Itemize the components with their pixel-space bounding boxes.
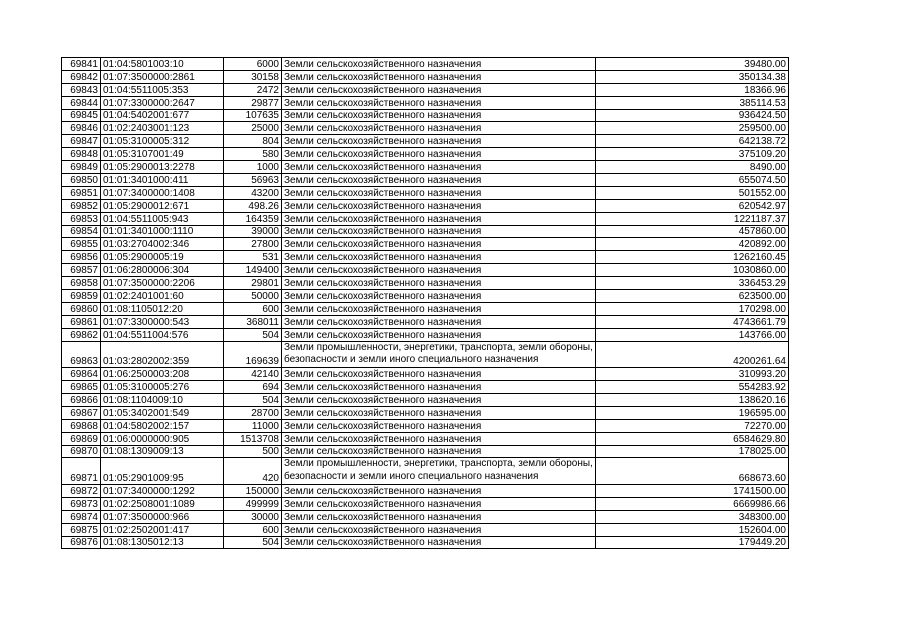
cadastral-value: 143766.00 [596,328,789,341]
land-category: Земли сельскохозяйственного назначения [282,264,596,277]
cadastral-number: 01:07:3500000:2206 [101,277,224,290]
cadastral-value: 196595.00 [596,406,789,419]
cadastral-number: 01:08:1104009:10 [101,393,224,406]
area-value: 27800 [224,238,282,251]
cadastral-value: 18366.96 [596,83,789,96]
cadastral-number: 01:04:5511005:353 [101,83,224,96]
cadastral-number: 01:08:1105012:20 [101,302,224,315]
row-number: 69845 [62,109,101,122]
cadastral-number: 01:04:5801003:10 [101,58,224,71]
cadastral-value: 642138.72 [596,135,789,148]
cadastral-value: 4200261.64 [596,341,789,368]
row-number: 69850 [62,174,101,187]
land-category: Земли сельскохозяйственного назначения [282,122,596,135]
row-number: 69870 [62,445,101,458]
table-row [62,109,789,122]
table-row [62,58,789,71]
area-value: 29877 [224,96,282,109]
cadastral-number: 01:02:2508001:1089 [101,497,224,510]
cadastral-number: 01:04:5511005:943 [101,212,224,225]
area-value: 150000 [224,485,282,498]
table-row [62,497,789,510]
row-number: 69841 [62,58,101,71]
cadastral-number: 01:08:1309009:13 [101,445,224,458]
land-category: Земли сельскохозяйственного назначения [282,523,596,536]
cadastral-value: 623500.00 [596,290,789,303]
row-number: 69847 [62,135,101,148]
row-number: 69851 [62,186,101,199]
table-row [62,212,789,225]
table-row [62,251,789,264]
area-value: 39000 [224,225,282,238]
table-row [62,523,789,536]
area-value: 29801 [224,277,282,290]
area-value: 504 [224,393,282,406]
row-number: 69844 [62,96,101,109]
table-row [62,161,789,174]
cadastral-value: 178025.00 [596,445,789,458]
table-row [62,122,789,135]
area-value: 43200 [224,186,282,199]
cadastral-value: 350134.38 [596,70,789,83]
land-category: Земли сельскохозяйственного назначения [282,212,596,225]
cadastral-number: 01:07:3400000:1292 [101,485,224,498]
land-category: Земли сельскохозяйственного назначения [282,186,596,199]
table-row [62,174,789,187]
cadastral-number: 01:05:3402001:549 [101,406,224,419]
row-number: 69868 [62,419,101,432]
area-value: 600 [224,523,282,536]
row-number: 69849 [62,161,101,174]
table-row [62,445,789,458]
row-number: 69863 [62,341,101,368]
cadastral-number: 01:05:2901009:95 [101,458,224,485]
row-number: 69843 [62,83,101,96]
area-value: 504 [224,536,282,549]
land-category: Земли промышленности, энергетики, транспорта, земли обороны, безопасности и земли иного специального назначения [282,341,596,368]
area-value: 420 [224,458,282,485]
row-number: 69855 [62,238,101,251]
row-number: 69854 [62,225,101,238]
row-number: 69857 [62,264,101,277]
row-number: 69842 [62,70,101,83]
area-value: 1000 [224,161,282,174]
row-number: 69875 [62,523,101,536]
area-value: 600 [224,302,282,315]
cadastral-number: 01:03:2802002:359 [101,341,224,368]
cadastral-number: 01:07:3500000:966 [101,510,224,523]
cadastral-number: 01:06:2800006:304 [101,264,224,277]
cadastral-value: 72270.00 [596,419,789,432]
table-row [62,328,789,341]
table-row [62,315,789,328]
land-category: Земли сельскохозяйственного назначения [282,315,596,328]
land-category: Земли сельскохозяйственного назначения [282,70,596,83]
row-number: 69866 [62,393,101,406]
table-row [62,536,789,549]
land-category: Земли сельскохозяйственного назначения [282,277,596,290]
area-value: 368011 [224,315,282,328]
land-category: Земли сельскохозяйственного назначения [282,419,596,432]
land-category: Земли сельскохозяйственного назначения [282,290,596,303]
land-category: Земли сельскохозяйственного назначения [282,238,596,251]
row-number: 69864 [62,368,101,381]
row-number: 69848 [62,148,101,161]
table-row [62,458,789,485]
table-body [62,58,789,549]
land-category: Земли сельскохозяйственного назначения [282,96,596,109]
cadastral-value: 668673.60 [596,458,789,485]
table-row [62,419,789,432]
row-number: 69860 [62,302,101,315]
area-value: 11000 [224,419,282,432]
table-row [62,432,789,445]
row-number: 69865 [62,381,101,394]
land-category: Земли сельскохозяйственного назначения [282,368,596,381]
table-row [62,83,789,96]
area-value: 504 [224,328,282,341]
area-value: 50000 [224,290,282,303]
land-category: Земли сельскохозяйственного назначения [282,381,596,394]
land-category: Земли сельскохозяйственного назначения [282,161,596,174]
area-value: 56963 [224,174,282,187]
area-value: 499999 [224,497,282,510]
area-value: 28700 [224,406,282,419]
area-value: 149400 [224,264,282,277]
row-number: 69867 [62,406,101,419]
cadastral-number: 01:05:3100005:312 [101,135,224,148]
cadastral-value: 1741500.00 [596,485,789,498]
cadastral-value: 420892.00 [596,238,789,251]
cadastral-number: 01:06:2500003:208 [101,368,224,381]
cadastral-number: 01:03:2704002:346 [101,238,224,251]
area-value: 1513708 [224,432,282,445]
land-category: Земли сельскохозяйственного назначения [282,251,596,264]
cadastral-number: 01:07:3300000:2647 [101,96,224,109]
table-row [62,225,789,238]
area-value: 498.26 [224,199,282,212]
area-value: 42140 [224,368,282,381]
row-number: 69872 [62,485,101,498]
row-number: 69874 [62,510,101,523]
area-value: 500 [224,445,282,458]
cadastral-number: 01:04:5511004:576 [101,328,224,341]
area-value: 2472 [224,83,282,96]
cadastral-number: 01:04:5802002:157 [101,419,224,432]
area-value: 531 [224,251,282,264]
cadastral-value: 152604.00 [596,523,789,536]
table-row [62,341,789,368]
area-value: 169639 [224,341,282,368]
row-number: 69856 [62,251,101,264]
table-row [62,186,789,199]
cadastral-number: 01:04:5402001:677 [101,109,224,122]
cadastral-value: 179449.20 [596,536,789,549]
land-category: Земли сельскохозяйственного назначения [282,497,596,510]
cadastral-number: 01:05:2900012:671 [101,199,224,212]
cadastral-number: 01:05:3100005:276 [101,381,224,394]
cadastral-number: 01:05:3107001:49 [101,148,224,161]
table-row [62,381,789,394]
cadastral-value: 39480.00 [596,58,789,71]
row-number: 69852 [62,199,101,212]
cadastral-number: 01:01:3401000:1110 [101,225,224,238]
land-category: Земли сельскохозяйственного назначения [282,83,596,96]
cadastral-value: 554283.92 [596,381,789,394]
land-category: Земли сельскохозяйственного назначения [282,109,596,122]
land-category: Земли сельскохозяйственного назначения [282,199,596,212]
row-number: 69871 [62,458,101,485]
cadastral-value: 348300.00 [596,510,789,523]
cadastral-value: 457860.00 [596,225,789,238]
area-value: 25000 [224,122,282,135]
row-number: 69873 [62,497,101,510]
cadastral-number: 01:02:2502001:417 [101,523,224,536]
row-number: 69862 [62,328,101,341]
cadastral-value: 1262160.45 [596,251,789,264]
cadastral-value: 385114.53 [596,96,789,109]
area-value: 580 [224,148,282,161]
cadastral-value: 375109.20 [596,148,789,161]
land-category: Земли сельскохозяйственного назначения [282,393,596,406]
land-category: Земли сельскохозяйственного назначения [282,58,596,71]
table-row [62,510,789,523]
cadastral-value: 936424.50 [596,109,789,122]
table-row [62,70,789,83]
area-value: 30158 [224,70,282,83]
cadastral-value: 259500.00 [596,122,789,135]
land-category: Земли сельскохозяйственного назначения [282,406,596,419]
land-category: Земли сельскохозяйственного назначения [282,135,596,148]
row-number: 69859 [62,290,101,303]
land-category: Земли сельскохозяйственного назначения [282,536,596,549]
cadastral-value: 8490.00 [596,161,789,174]
cadastral-value: 170298.00 [596,302,789,315]
land-category: Земли промышленности, энергетики, транспорта, земли обороны, безопасности и земли иного специального назначения [282,458,596,485]
table-row [62,277,789,290]
cadastral-value: 1221187.37 [596,212,789,225]
cadastral-number: 01:07:3300000:543 [101,315,224,328]
cadastral-value: 620542.97 [596,199,789,212]
cadastral-value: 6584629.80 [596,432,789,445]
table-row [62,264,789,277]
area-value: 804 [224,135,282,148]
land-category: Земли сельскохозяйственного назначения [282,174,596,187]
area-value: 6000 [224,58,282,71]
cadastral-value: 4743661.79 [596,315,789,328]
cadastral-value: 6669986.66 [596,497,789,510]
table-row [62,148,789,161]
area-value: 164359 [224,212,282,225]
table-row [62,368,789,381]
cadastral-number: 01:02:2403001:123 [101,122,224,135]
cadastral-number: 01:05:2900013:2278 [101,161,224,174]
table-row [62,238,789,251]
land-category: Земли сельскохозяйственного назначения [282,225,596,238]
cadastral-number: 01:08:1305012:13 [101,536,224,549]
cadastral-number: 01:02:2401001:60 [101,290,224,303]
cadastral-value: 655074.50 [596,174,789,187]
cadastral-value: 501552.00 [596,186,789,199]
table-row [62,485,789,498]
table-row [62,406,789,419]
cadastral-number: 01:07:3500000:2861 [101,70,224,83]
table-row [62,199,789,212]
cadastral-value: 336453.29 [596,277,789,290]
table-row [62,393,789,406]
area-value: 107635 [224,109,282,122]
row-number: 69869 [62,432,101,445]
land-category: Земли сельскохозяйственного назначения [282,485,596,498]
row-number: 69861 [62,315,101,328]
table-row [62,302,789,315]
row-number: 69876 [62,536,101,549]
cadastral-value: 1030860.00 [596,264,789,277]
land-category: Земли сельскохозяйственного назначения [282,445,596,458]
land-category: Земли сельскохозяйственного назначения [282,432,596,445]
table-row [62,96,789,109]
cadastral-value: 138620.16 [596,393,789,406]
cadastral-number: 01:07:3400000:1408 [101,186,224,199]
land-category: Земли сельскохозяйственного назначения [282,510,596,523]
land-category: Земли сельскохозяйственного назначения [282,328,596,341]
cadastral-number: 01:06:0000000:905 [101,432,224,445]
cadastral-number: 01:01:3401000:411 [101,174,224,187]
area-value: 694 [224,381,282,394]
table-row [62,135,789,148]
row-number: 69858 [62,277,101,290]
land-category: Земли сельскохозяйственного назначения [282,148,596,161]
row-number: 69846 [62,122,101,135]
cadastral-number: 01:05:2900005:19 [101,251,224,264]
table-row [62,290,789,303]
row-number: 69853 [62,212,101,225]
land-parcels-table [61,57,789,549]
land-category: Земли сельскохозяйственного назначения [282,302,596,315]
cadastral-value: 310993.20 [596,368,789,381]
area-value: 30000 [224,510,282,523]
